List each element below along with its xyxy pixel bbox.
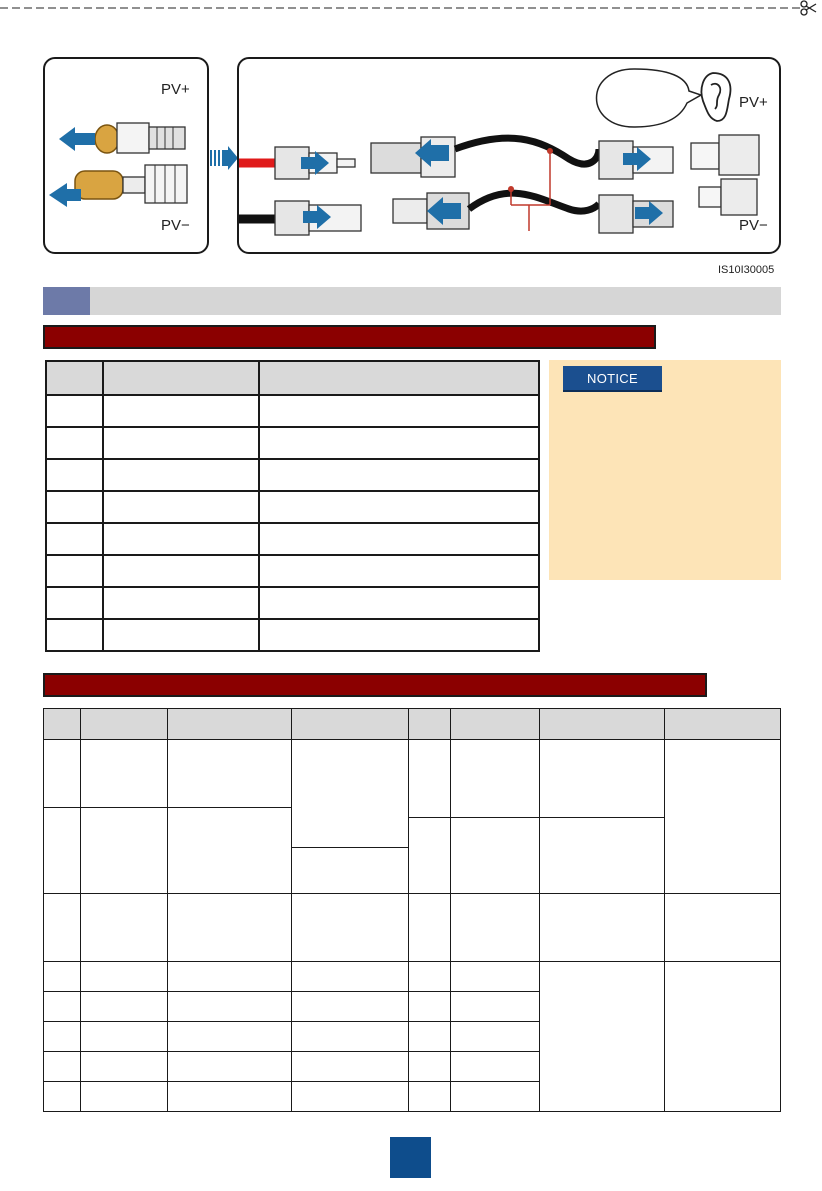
table-cell (291, 1022, 409, 1052)
table-row (46, 619, 539, 651)
table-cell (44, 1082, 81, 1112)
table-cell (80, 962, 167, 992)
table-cell (409, 818, 451, 894)
table-cell (291, 894, 409, 962)
header-cell (540, 709, 665, 740)
transition-arrow-icon (210, 146, 238, 170)
table-row (44, 962, 781, 992)
table-cell (259, 619, 539, 651)
table-cell (44, 1052, 81, 1082)
table-cell (291, 1052, 409, 1082)
table-cell (80, 1022, 167, 1052)
arrow-left-icon (59, 127, 95, 151)
table-header-row (46, 361, 539, 395)
pv-positive-connector (95, 123, 185, 153)
table-header-row (44, 709, 781, 740)
table-cell (103, 619, 259, 651)
table-cell (291, 848, 409, 894)
table-cell (46, 555, 103, 587)
section-heading-bar (43, 287, 781, 315)
table-cell (451, 1052, 540, 1082)
table-cell (46, 459, 103, 491)
table-cell (409, 894, 451, 962)
label-pv-negative: PV− (161, 217, 190, 234)
table-cell (103, 523, 259, 555)
table-cell (291, 1082, 409, 1112)
table-cell (259, 427, 539, 459)
page-number-block (390, 1137, 431, 1178)
figure-left-panel (43, 57, 209, 254)
label-pv-negative-right: PV− (739, 217, 768, 234)
table-cell (291, 962, 409, 992)
table-cell (409, 740, 451, 818)
table-cell (451, 1022, 540, 1052)
table-cell (409, 1022, 451, 1052)
table-cell (44, 962, 81, 992)
table-cell (540, 894, 665, 962)
figure-right-panel (237, 57, 781, 254)
table-cell (167, 1052, 291, 1082)
table-cell (665, 962, 781, 1112)
table-row (46, 459, 539, 491)
table-cell (665, 740, 781, 894)
table-cell (291, 740, 409, 848)
header-cell (167, 709, 291, 740)
table-cell (80, 1082, 167, 1112)
table-cell (103, 555, 259, 587)
table-cell (259, 395, 539, 427)
figure-id: IS10I30005 (718, 264, 775, 276)
table-cell (167, 740, 291, 808)
table-cell (44, 740, 81, 808)
table-cell (409, 1082, 451, 1112)
table-cell (46, 523, 103, 555)
header-cell (44, 709, 81, 740)
subsection-title-bar-2 (43, 673, 707, 697)
table-cell (451, 992, 540, 1022)
section-number-block (43, 287, 90, 315)
table-cell (259, 523, 539, 555)
speech-bubble-icon (597, 69, 702, 127)
table-cell (46, 491, 103, 523)
table-cell (409, 962, 451, 992)
table-cell (167, 1022, 291, 1052)
table-cell (46, 395, 103, 427)
label-pv-positive-right: PV+ (739, 94, 768, 111)
table-cell (103, 395, 259, 427)
header-cell (451, 709, 540, 740)
table-row (44, 740, 781, 775)
table-row (46, 587, 539, 619)
table-cell (259, 587, 539, 619)
pv-negative-connector (75, 165, 187, 203)
notice-box (549, 360, 781, 580)
table-cell (44, 894, 81, 962)
table-cell (46, 427, 103, 459)
subsection-title-bar-1 (43, 325, 656, 349)
table-cell (46, 587, 103, 619)
table-cell (167, 992, 291, 1022)
table-row (46, 491, 539, 523)
table-cell (167, 962, 291, 992)
table-cell (103, 427, 259, 459)
table-cell (540, 740, 665, 818)
table-cell (80, 740, 167, 808)
header-cell (259, 361, 539, 395)
table-cell (409, 992, 451, 1022)
table-cell (665, 894, 781, 962)
table-cell (80, 1052, 167, 1082)
table-cell (259, 459, 539, 491)
table-cell (451, 962, 540, 992)
cable-connection-illustration (239, 59, 779, 252)
ear-icon (701, 73, 730, 121)
table-cell (259, 555, 539, 587)
table-cell (291, 992, 409, 1022)
table-cell (80, 894, 167, 962)
table-cell (103, 459, 259, 491)
table-cell (540, 818, 665, 894)
table-cell (540, 962, 665, 1112)
table-cell (44, 808, 81, 894)
header-cell (409, 709, 451, 740)
table-1 (45, 360, 540, 652)
table-cell (451, 1082, 540, 1112)
table-row (44, 894, 781, 962)
header-cell (291, 709, 409, 740)
label-pv-positive: PV+ (161, 81, 190, 98)
table-cell (167, 808, 291, 894)
header-cell (46, 361, 103, 395)
table-cell (451, 818, 540, 894)
scissors-crop-mark-icon (0, 0, 822, 18)
table-cell (46, 619, 103, 651)
table-cell (409, 1052, 451, 1082)
table-cell (103, 491, 259, 523)
table-cell (259, 491, 539, 523)
table-row (46, 395, 539, 427)
header-cell (80, 709, 167, 740)
table-row (46, 523, 539, 555)
notice-badge: NOTICE (563, 366, 662, 392)
table-cell (451, 894, 540, 962)
table-row (46, 427, 539, 459)
table-cell (451, 740, 540, 818)
table-cell (167, 894, 291, 962)
table-cell (80, 992, 167, 1022)
table-row (46, 555, 539, 587)
table-cell (80, 808, 167, 894)
table-cell (167, 1082, 291, 1112)
table-cell (44, 1022, 81, 1052)
header-cell (665, 709, 781, 740)
table-cell (103, 587, 259, 619)
table-cell (44, 992, 81, 1022)
table-2 (43, 708, 781, 1112)
header-cell (103, 361, 259, 395)
